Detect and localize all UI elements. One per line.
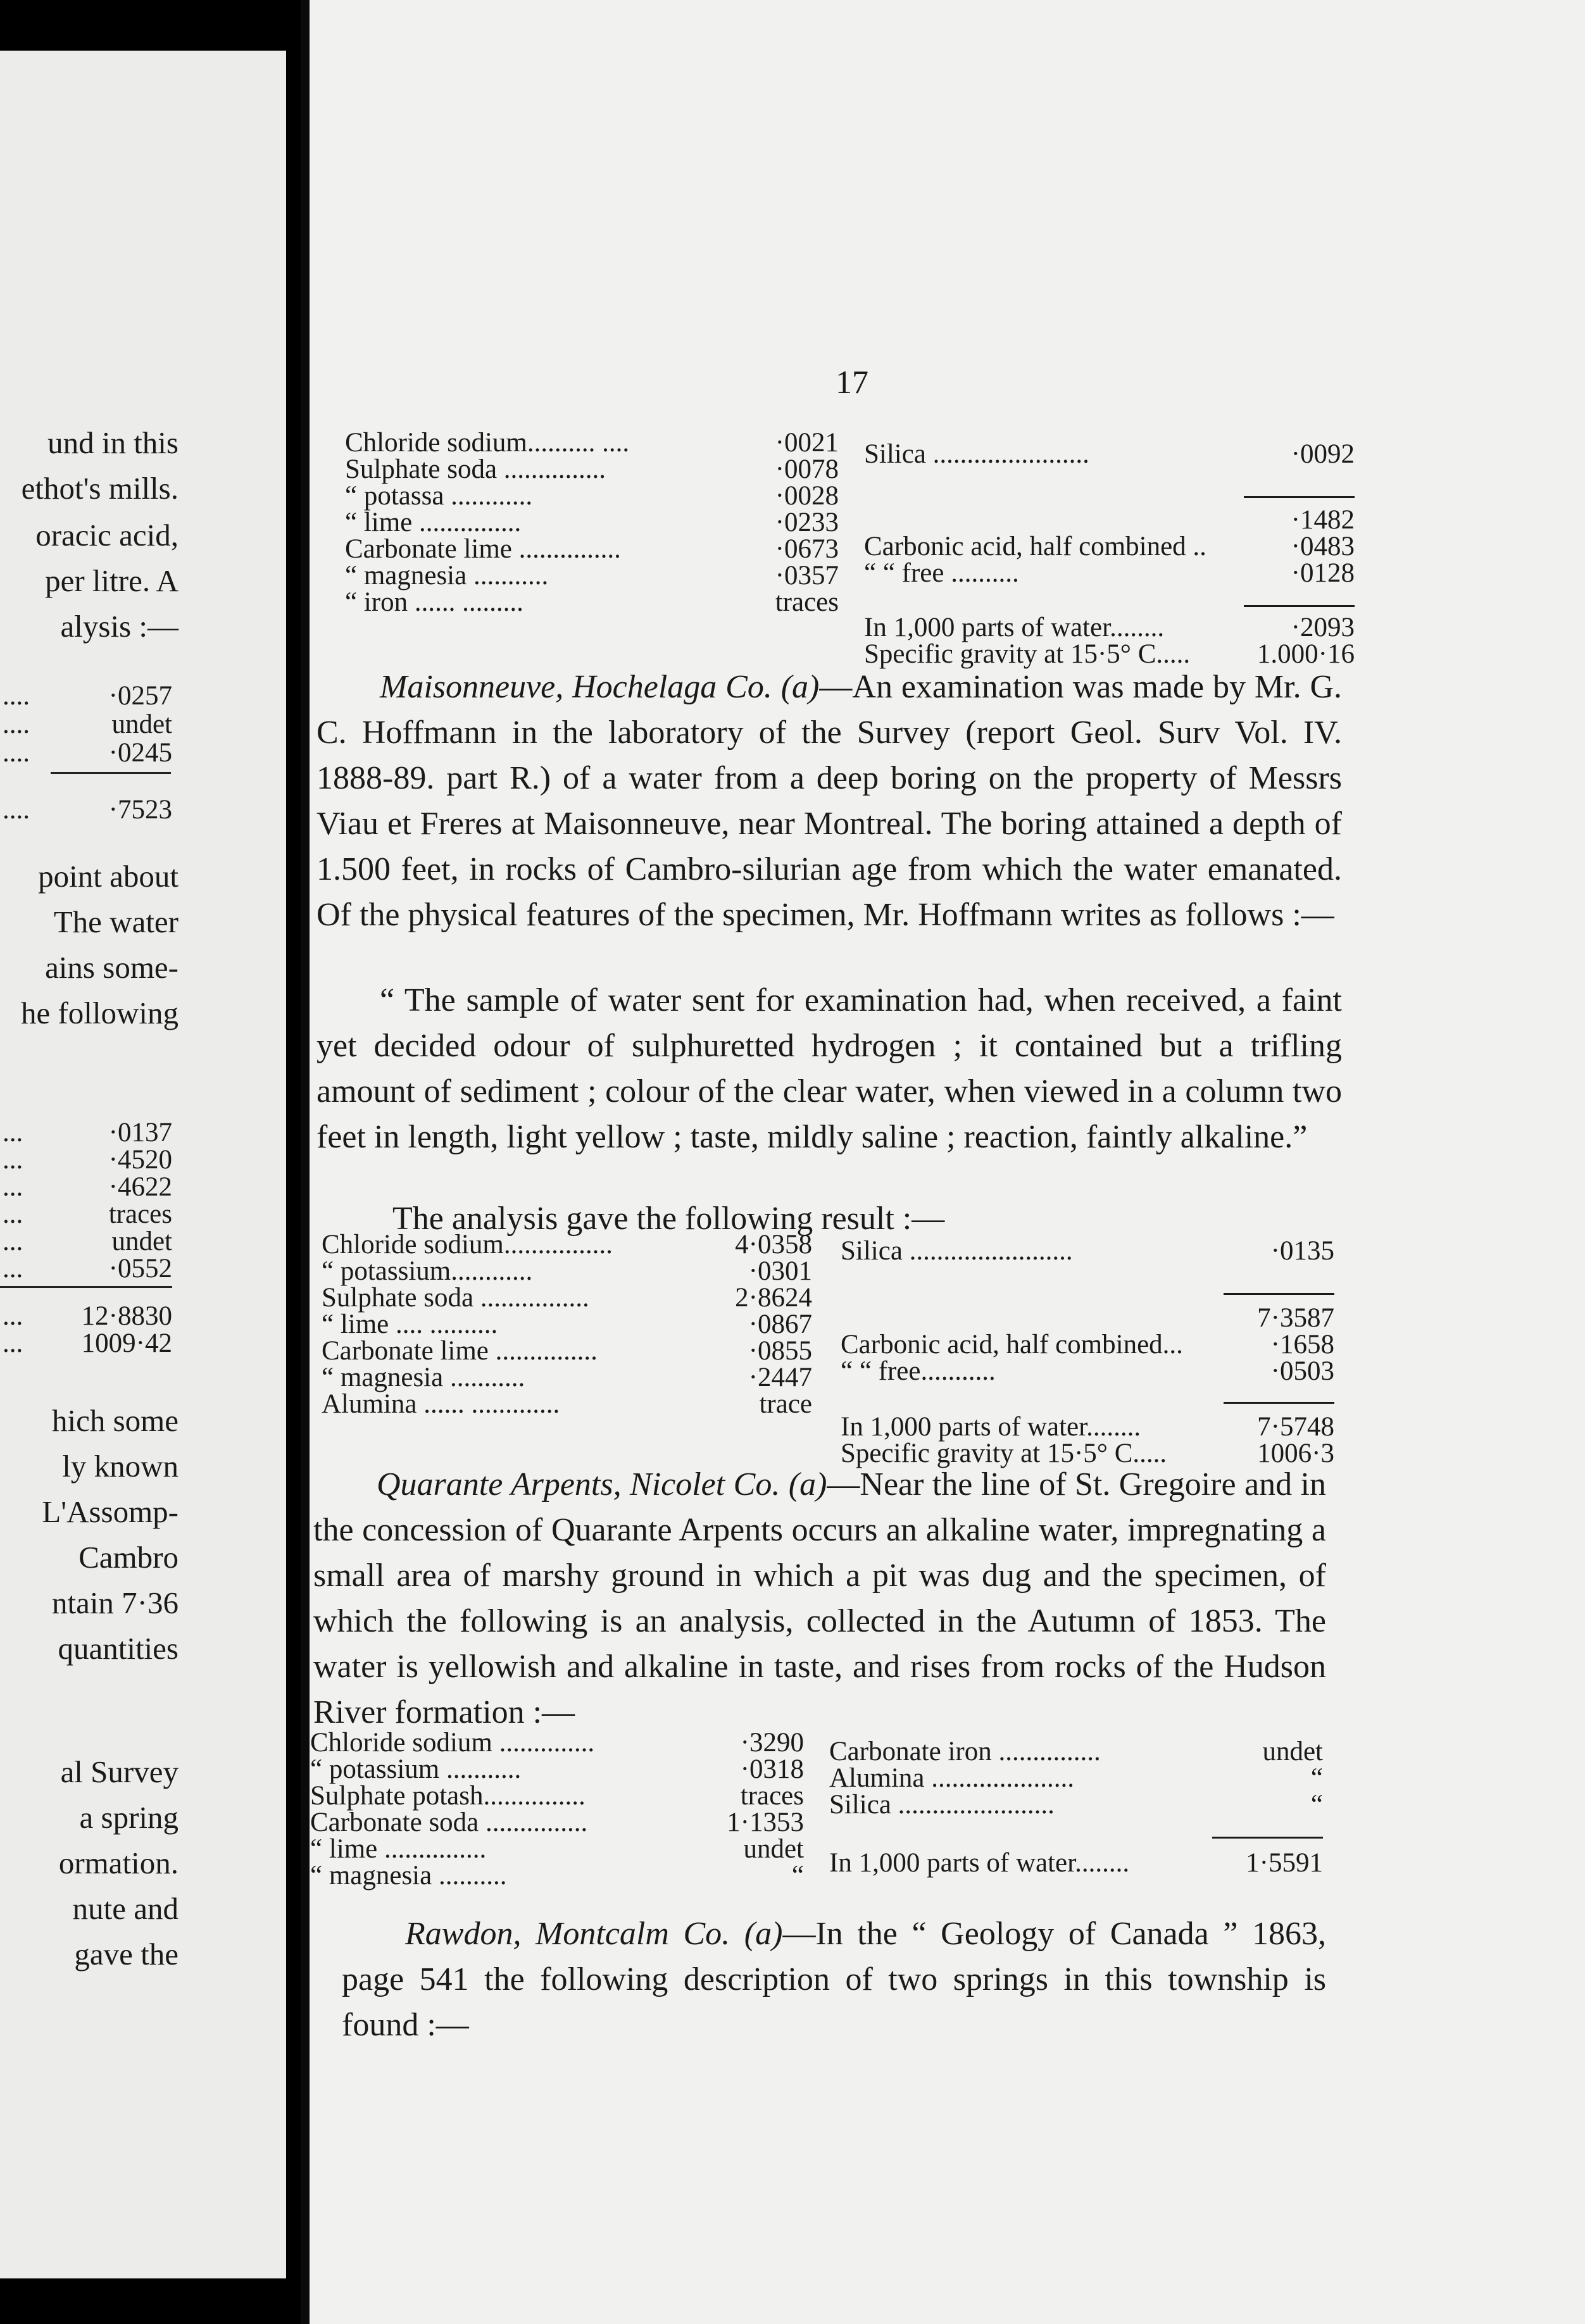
paragraph-rawdon xyxy=(342,1911,1326,2048)
left-text-line: per litre. A xyxy=(45,563,179,598)
left-text-line: ethot's mills. xyxy=(21,471,179,506)
paragraph-maisonneuve xyxy=(316,665,1342,938)
left-text-line: ormation. xyxy=(58,1846,179,1880)
paragraph-text: —An examination was made by Mr. G. C. Hoffmann in the laboratory of the Survey (report Geol. Surv Vol. IV. 1888-89. part R.) of a water from a deep boring on the property of Messrs Viau et Freres at Maisonneuve, near Montreal. The boring attained a depth of 1.500 feet, in rocks of Cambro-silurian age from which the water emanated. Of the physical features of the specimen, Mr. Hoffmann writes as follows :— xyxy=(316,669,1343,933)
sum-rule xyxy=(1212,1837,1323,1839)
paragraph-text: —Near the line of St. Gregoire and in the concession of Quarante Arpents occurs an alkaline water, impregnating a small area of marshy ground in which a pit was dug and the specimen, of which the following is an analysis, collected in the Autumn of 1853. The water is yellowish and alkaline in taste, and rises from rocks of the Hudson River formation :— xyxy=(313,1466,1326,1730)
page-number: 17 xyxy=(836,365,868,401)
analysis-table-3: Chloride sodium .............. ·3290 “ potassium ........... ·0318 Sulphate potash............... traces Carbonate soda ............... 1·1353 “ lime ............... undet “ magnesia .......... “ Carbonate iron ............... undet Alumina ..................... “ Silica ....................... “ In 1,000 parts of water........ 1·5591 xyxy=(310,1728,1323,1890)
analysis-table-2: Chloride sodium................ 4·0358 “ potassium............ ·0301 Sulphate soda ................ 2·8624 “ lime .... .......... ·0867 Carbonate lime ............... ·0855 “ magnesia ........... ·2447 Alumina ...... ............. trace Silica ........................ ·0135 7·3587 Carbonic acid, half combined... ·1658 “ “ free........... ·0503 In 1,000 parts of water........ 7·5748 Specific gravity at 15·5° C..... 1006·3 xyxy=(322,1230,1334,1468)
left-text-line: L'Assomp- xyxy=(42,1494,179,1529)
left-page-fragment: und in this ethot's mills. oracic acid, per litre. A alysis :— .... ·0257 .... undet .... ·0245 .... ·7523 point about The water ains some- he following ... ·0137 ... ·4520 ... ·4622 ... traces ... undet ... ·0552 ... 12·8830 ... 1009·42 hich some ly known L'Assomp- Cambro ntain 7·36 quantities al Survey a spring ormation. nute and gave the xyxy=(0,51,286,2278)
sum-rule xyxy=(0,1286,172,1288)
left-text-line: Cambro xyxy=(78,1540,179,1575)
section-heading: Maisonneuve, Hochelaga Co. (a) xyxy=(380,669,820,705)
analysis-table-1: Chloride sodium.......... .... ·0021 Sulphate soda ............... ·0078 “ potassa ............ ·0028 “ lime ............... ·0233 Carbonate lime ............... ·0673 “ magnesia ........... ·0357 “ iron ...... ......... traces Silica ....................... ·0092 ·1482 Carbonic acid, half combined .. ·0483 “ “ free .......... ·0128 In 1,000 parts of water........ ·2093 Specific gravity at 15·5° C..... 1.000·16 xyxy=(345,428,1355,669)
analysis-intro: The analysis gave the following result :— xyxy=(392,1201,945,1237)
section-heading: Quarante Arpents, Nicolet Co. (a) xyxy=(377,1466,827,1502)
sum-rule xyxy=(1224,1402,1334,1404)
paragraph-quarante-arpents xyxy=(313,1462,1326,1735)
left-text-line: oracic acid, xyxy=(35,518,179,553)
left-text-line: ly known xyxy=(62,1449,179,1484)
left-text-line: al Survey xyxy=(60,1754,179,1789)
sum-rule xyxy=(1244,605,1355,607)
left-text-line: point about xyxy=(38,859,179,894)
sum-rule xyxy=(1224,1293,1334,1295)
left-text-line: he following xyxy=(20,996,179,1030)
left-text-line: alysis :— xyxy=(60,609,179,644)
sum-rule xyxy=(51,772,171,774)
left-text-line: ains some- xyxy=(45,950,179,985)
left-text-line: ntain 7·36 xyxy=(51,1585,179,1620)
quote-paragraph xyxy=(316,978,1342,1160)
paragraph-text: —In the “ Geology of Canada ” 1863, page 541 the following description of two springs in this township is found :— xyxy=(342,1916,1327,2043)
left-text-line: quantities xyxy=(58,1631,179,1666)
page-spine xyxy=(301,0,310,2324)
sum-rule xyxy=(1244,496,1355,498)
left-text-line: The water xyxy=(53,904,179,939)
left-text-line: hich some xyxy=(51,1403,179,1438)
left-text-line: a spring xyxy=(79,1800,179,1835)
left-text-line: gave the xyxy=(74,1937,179,1971)
quote-text: “ The sample of water sent for examination had, when received, a faint yet decided odour of sulphuretted hydrogen ; it contained but a trifling amount of sediment ; colour of the clear water, when viewed in a column two feet in length, light yellow ; taste, mildly saline ; reaction, faintly alkaline.” xyxy=(316,982,1342,1155)
section-heading: Rawdon, Montcalm Co. (a) xyxy=(405,1916,783,1952)
left-text-line: nute and xyxy=(72,1891,179,1926)
left-text-line: und in this xyxy=(47,425,179,460)
